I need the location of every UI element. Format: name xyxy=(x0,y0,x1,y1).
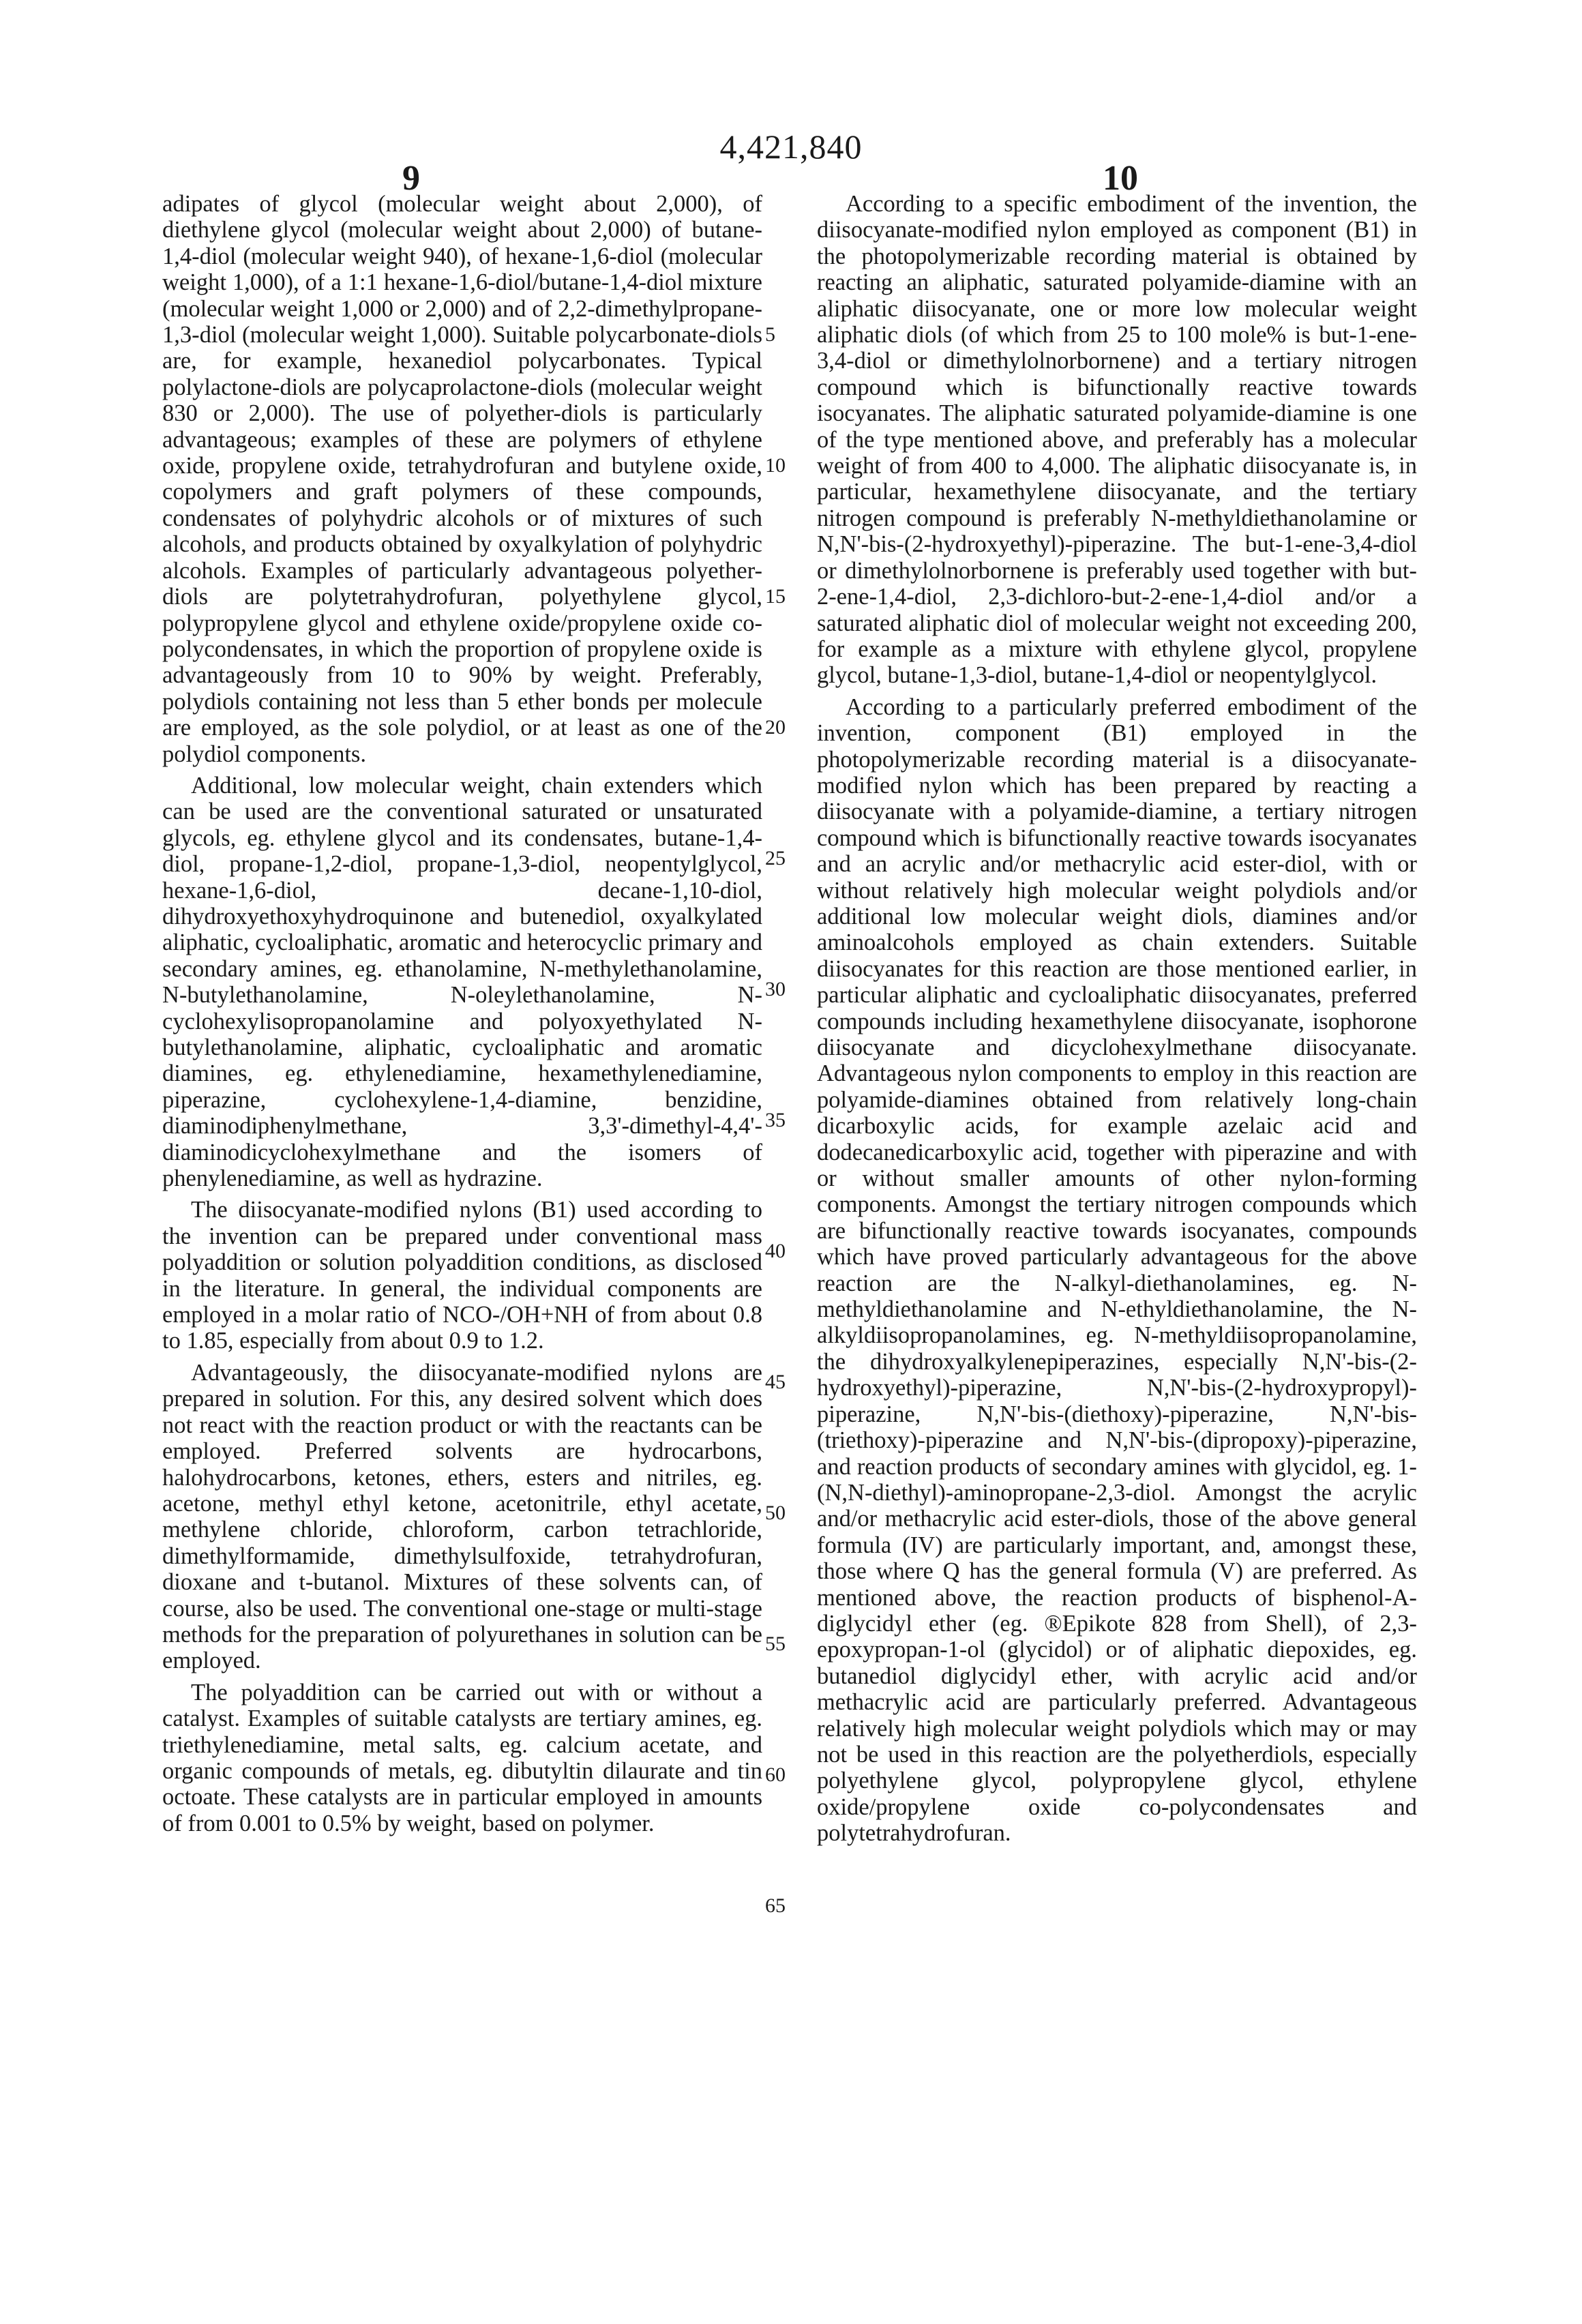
paragraph: The diisocyanate-modified nylons (B1) used according to the invention can be prepared under conventional mass polyaddition or solution polyaddition conditions, as disclosed in the literature. In general, the individual components are employed in a molar ratio of NCO-/OH+NH of from about 0.8 to 1.85, especially from about 0.9 to 1.2. xyxy=(162,1197,762,1354)
line-number: 5 xyxy=(765,322,775,348)
paragraph: According to a particularly preferred embodiment of the invention, component (B1) employed in the photopolymerizable recording material is a diisocyanate-modified nylon which has been prepared by reacting a diisocyanate with a polyamide-diamine, a tertiary nitrogen compound which is bifunctionally reactive towards isocyanates and an acrylic and/or methacrylic acid ester-diol, with or without relatively high molecular weight polydiols and/or additional low molecular weight diols, diamines and/or aminoalcohols employed as chain extenders. Suitable diisocyanates for this reaction are those mentioned earlier, in particular aliphatic and cycloaliphatic diisocyanates, preferred compounds including hexamethylene diisocyanate, isophorone diisocyanate and dicyclohexylmethane diisocyanate. Advantageous nylon components to employ in this reaction are polyamide-diamines obtained from relatively long-chain dicarboxylic acids, for example azelaic acid and dodecanedicarboxylic acid, together with piperazine and with or without smaller amounts of other nylon-forming components. Amongst the tertiary nitrogen compounds which are bifunctionally reactive towards isocyanates, compounds which have proved particularly advantageous for the above reaction are the N-alkyl-diethanolamines, eg. N-methyldiethanolamine and N-ethyldiethanolamine, the N-alkyldiisopropanolamines, eg. N-methyldiisopropanolamine, the dihydroxyalkylenepiperazines, especially N,N'-bis-(2-hydroxyethyl)-piperazine, N,N'-bis-(2-hydroxypropyl)-piperazine, N,N'-bis-(diethoxy)-piperazine, N,N'-bis-(triethoxy)-piperazine and N,N'-bis-(dipropoxy)-piperazine, and reaction products of secondary amines with glycidol, eg. 1-(N,N-diethyl)-aminopropane-2,3-diol. Amongst the acrylic and/or methacrylic acid ester-diols, those of the above general formula (IV) are particularly important, and, amongst these, those where Q has the general formula (V) are preferred. As mentioned above, the reaction products of bisphenol-A-diglycidyl ether (eg. ®Epikote 828 from Shell), of 2,3-epoxypropan-1-ol (glycidol) or of aliphatic diepoxides, eg. butanediol diglycidyl ether, with acrylic acid and/or methacrylic acid are particularly preferred. Advantageous relatively high molecular weight polydiols which may or may not be used in this reaction are the polyetherdiols, especially polyethylene glycol, polypropylene glycol, ethylene oxide/propylene oxide co-polycondensates and polytetrahydrofuran. xyxy=(817,694,1417,1847)
right-column xyxy=(817,191,1417,1852)
line-number: 50 xyxy=(765,1500,786,1526)
line-number: 60 xyxy=(765,1762,786,1788)
paragraph: Advantageously, the diisocyanate-modified nylons are prepared in solution. For this, any desired solvent which does not react with the reaction product or with the reactants can be employed. Preferred solvents are hydrocarbons, halohydrocarbons, ketones, ethers, esters and nitriles, eg. acetone, methyl ethyl ketone, acetonitrile, ethyl acetate, methylene chloride, chloroform, carbon tetrachloride, dimethylformamide, dimethylsulfoxide, tetrahydrofuran, dioxane and t-butanol. Mixtures of these solvents can, of course, also be used. The conventional one-stage or multi-stage methods for the preparation of polyurethanes in solution can be employed. xyxy=(162,1360,762,1674)
line-number: 40 xyxy=(765,1238,786,1264)
paragraph: According to a specific embodiment of the invention, the diisocyanate-modified nylon employed as component (B1) in the photopolymerizable recording material is obtained by reacting an aliphatic, saturated polyamide-diamine with an aliphatic diisocyanate, one or more low molecular weight aliphatic diols (of which from 25 to 100 mole% is but-1-ene-3,4-diol or dimethylolnorbornene) and a tertiary nitrogen compound which is bifunctionally reactive towards isocyanates. The aliphatic saturated polyamide-diamine is one of the type mentioned above, and preferably has a molecular weight of from 400 to 4,000. The aliphatic diisocyanate is, in particular, hexamethylene diisocyanate, and the tertiary nitrogen compound is preferably N-methyldiethanolamine or N,N'-bis-(2-hydroxyethyl)-piperazine. The but-1-ene-3,4-diol or dimethylolnorbornene is preferably used together with but-2-ene-1,4-diol, 2,3-dichloro-but-2-ene-1,4-diol and/or a saturated aliphatic diol of molecular weight not exceeding 200, for example as a mixture with ethylene glycol, propylene glycol, butane-1,3-diol, butane-1,4-diol or neopentylglycol. xyxy=(817,191,1417,689)
line-number: 15 xyxy=(765,584,786,610)
left-column xyxy=(162,191,762,1842)
patent-number: 4,421,840 xyxy=(0,127,1582,166)
line-number: 55 xyxy=(765,1631,786,1657)
line-number: 35 xyxy=(765,1107,786,1133)
right-page-number: 10 xyxy=(1103,158,1138,198)
line-number: 65 xyxy=(765,1893,786,1919)
paragraph: adipates of glycol (molecular weight about 2,000), of diethylene glycol (molecular weight about 2,000) of butane-1,4-diol (molecular weight 940), of hexane-1,6-diol (molecular weight 1,000), of a 1:1 hexane-1,6-diol/butane-1,4-diol mixture (molecular weight 1,000 or 2,000) and of 2,2-dimethylpropane-1,3-diol (molecular weight 1,000). Suitable polycarbonate-diols are, for example, hexanediol polycarbonates. Typical polylactone-diols are polycaprolactone-diols (molecular weight 830 or 2,000). The use of polyether-diols is particularly advantageous; examples of these are polymers of ethylene oxide, propylene oxide, tetrahydrofuran and butylene oxide, copolymers and graft polymers of these compounds, condensates of polyhydric alcohols or of mixtures of such alcohols, and products obtained by oxyalkylation of polyhydric alcohols. Examples of particularly advantageous polyether-diols are polytetrahydrofuran, polyethylene glycol, polypropylene glycol and ethylene oxide/propylene oxide co-polycondensates, in which the proportion of propylene oxide is advantageously from 10 to 90% by weight. Preferably, polydiols containing not less than 5 ether bonds per molecule are employed, as the sole polydiol, or at least as one of the polydiol components. xyxy=(162,191,762,767)
paragraph: Additional, low molecular weight, chain extenders which can be used are the conventional saturated or unsaturated glycols, eg. ethylene glycol and its condensates, butane-1,4-diol, propane-1,2-diol, propane-1,3-diol, neopentylglycol, hexane-1,6-diol, decane-1,10-diol, dihydroxyethoxyhydroquinone and butenediol, oxyalkylated aliphatic, cycloaliphatic, aromatic and heterocyclic primary and secondary amines, eg. ethanolamine, N-methylethanolamine, N-butylethanolamine, N-oleylethanolamine, N-cyclohexylisopropanolamine and polyoxyethylated N-butylethanolamine, aliphatic, cycloaliphatic and aromatic diamines, eg. ethylenediamine, hexamethylenediamine, piperazine, cyclohexylene-1,4-diamine, benzidine, diaminodiphenylmethane, 3,3'-dimethyl-4,4'-diaminodicyclohexylmethane and the isomers of phenylenediamine, as well as hydrazine. xyxy=(162,773,762,1192)
paragraph: The polyaddition can be carried out with or without a catalyst. Examples of suitable catalysts are tertiary amines, eg. triethylenediamine, metal salts, eg. calcium acetate, and organic compounds of metals, eg. dibutyltin dilaurate and tin octoate. These catalysts are in particular employed in amounts of from 0.001 to 0.5% by weight, based on polymer. xyxy=(162,1680,762,1836)
line-number: 10 xyxy=(765,453,786,479)
line-number: 20 xyxy=(765,715,786,741)
line-number: 45 xyxy=(765,1369,786,1395)
line-number: 30 xyxy=(765,977,786,1002)
left-page-number: 9 xyxy=(402,158,420,198)
line-number: 25 xyxy=(765,846,786,872)
